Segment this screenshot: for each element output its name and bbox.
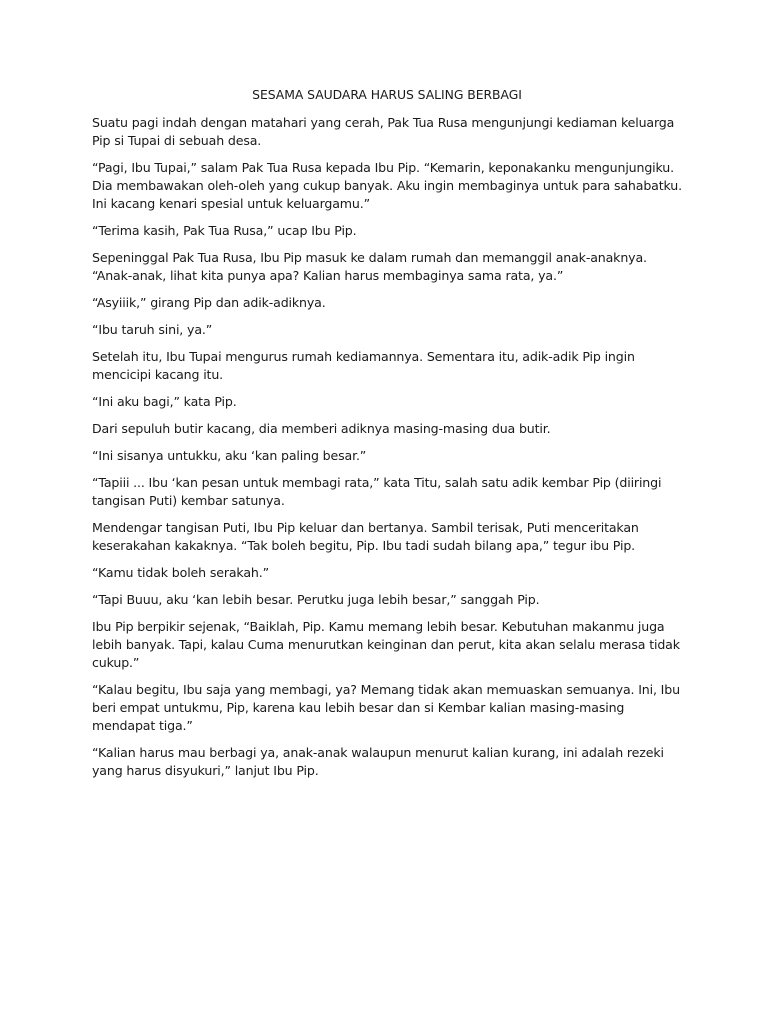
paragraph: “Tapiii ... Ibu ‘kan pesan untuk membagi rata,” kata Titu, salah satu adik kembar Pip (diiringi tangisan Puti) kembar satunya. (92, 475, 662, 508)
paragraph: Sepeninggal Pak Tua Rusa, Ibu Pip masuk ke dalam rumah dan memanggil anak-anaknya. “Anak-anak, lihat kita punya apa? Kalian harus membaginya sama rata, ya.” (92, 250, 647, 283)
paragraph: “Kalian harus mau berbagi ya, anak-anak walaupun menurut kalian kurang, ini adalah rezeki yang harus disyukuri,” lanjut Ibu Pip. (92, 745, 664, 778)
paragraph: Mendengar tangisan Puti, Ibu Pip keluar dan bertanya. Sambil terisak, Puti menceritakan keserakahan kakaknya. “Tak boleh begitu, Pip. Ibu tadi sudah bilang apa,” tegur ibu Pip. (92, 520, 639, 553)
paragraph: “Terima kasih, Pak Tua Rusa,” ucap Ibu Pip. (92, 223, 357, 238)
paragraph: “Ini sisanya untukku, aku ‘kan paling besar.” (92, 448, 367, 463)
paragraph: Ibu Pip berpikir sejenak, “Baiklah, Pip. Kamu memang lebih besar. Kebutuhan makanmu juga lebih banyak. Tapi, kalau Cuma menurutkan keinginan dan perut, kita akan selalu merasa tidak cukup.” (92, 619, 680, 670)
paragraph: Suatu pagi indah dengan matahari yang cerah, Pak Tua Rusa mengunjungi kediaman keluarga Pip si Tupai di sebuah desa. (92, 115, 675, 148)
paragraph: “Pagi, Ibu Tupai,” salam Pak Tua Rusa kepada Ibu Pip. “Kemarin, keponakanku mengunjungiku. Dia membawakan oleh-oleh yang cukup banyak. Aku ingin membaginya untuk para sahabatku. Ini kacang kenari spesial untuk keluargamu.” (92, 160, 682, 211)
document-body (92, 86, 682, 789)
paragraph: “Kalau begitu, Ibu saja yang membagi, ya? Memang tidak akan memuaskan semuanya. Ini, Ibu beri empat untukmu, Pip, karena kau lebih besar dan si Kembar kalian masing-masing mendapat tiga.” (92, 682, 680, 733)
paragraph: “Ini aku bagi,” kata Pip. (92, 394, 237, 409)
paragraph: “Kamu tidak boleh serakah.” (92, 565, 269, 580)
paragraph: “Ibu taruh sini, ya.” (92, 322, 213, 337)
paragraph: Setelah itu, Ibu Tupai mengurus rumah kediamannya. Sementara itu, adik-adik Pip ingin mencicipi kacang itu. (92, 349, 635, 382)
paragraph: “Tapi Buuu, aku ‘kan lebih besar. Perutku juga lebih besar,” sanggah Pip. (92, 592, 540, 607)
document-title: SESAMA SAUDARA HARUS SALING BERBAGI (252, 87, 522, 102)
paragraph: Dari sepuluh butir kacang, dia memberi adiknya masing-masing dua butir. (92, 421, 551, 436)
paragraph: “Asyiiik,” girang Pip dan adik-adiknya. (92, 295, 326, 310)
